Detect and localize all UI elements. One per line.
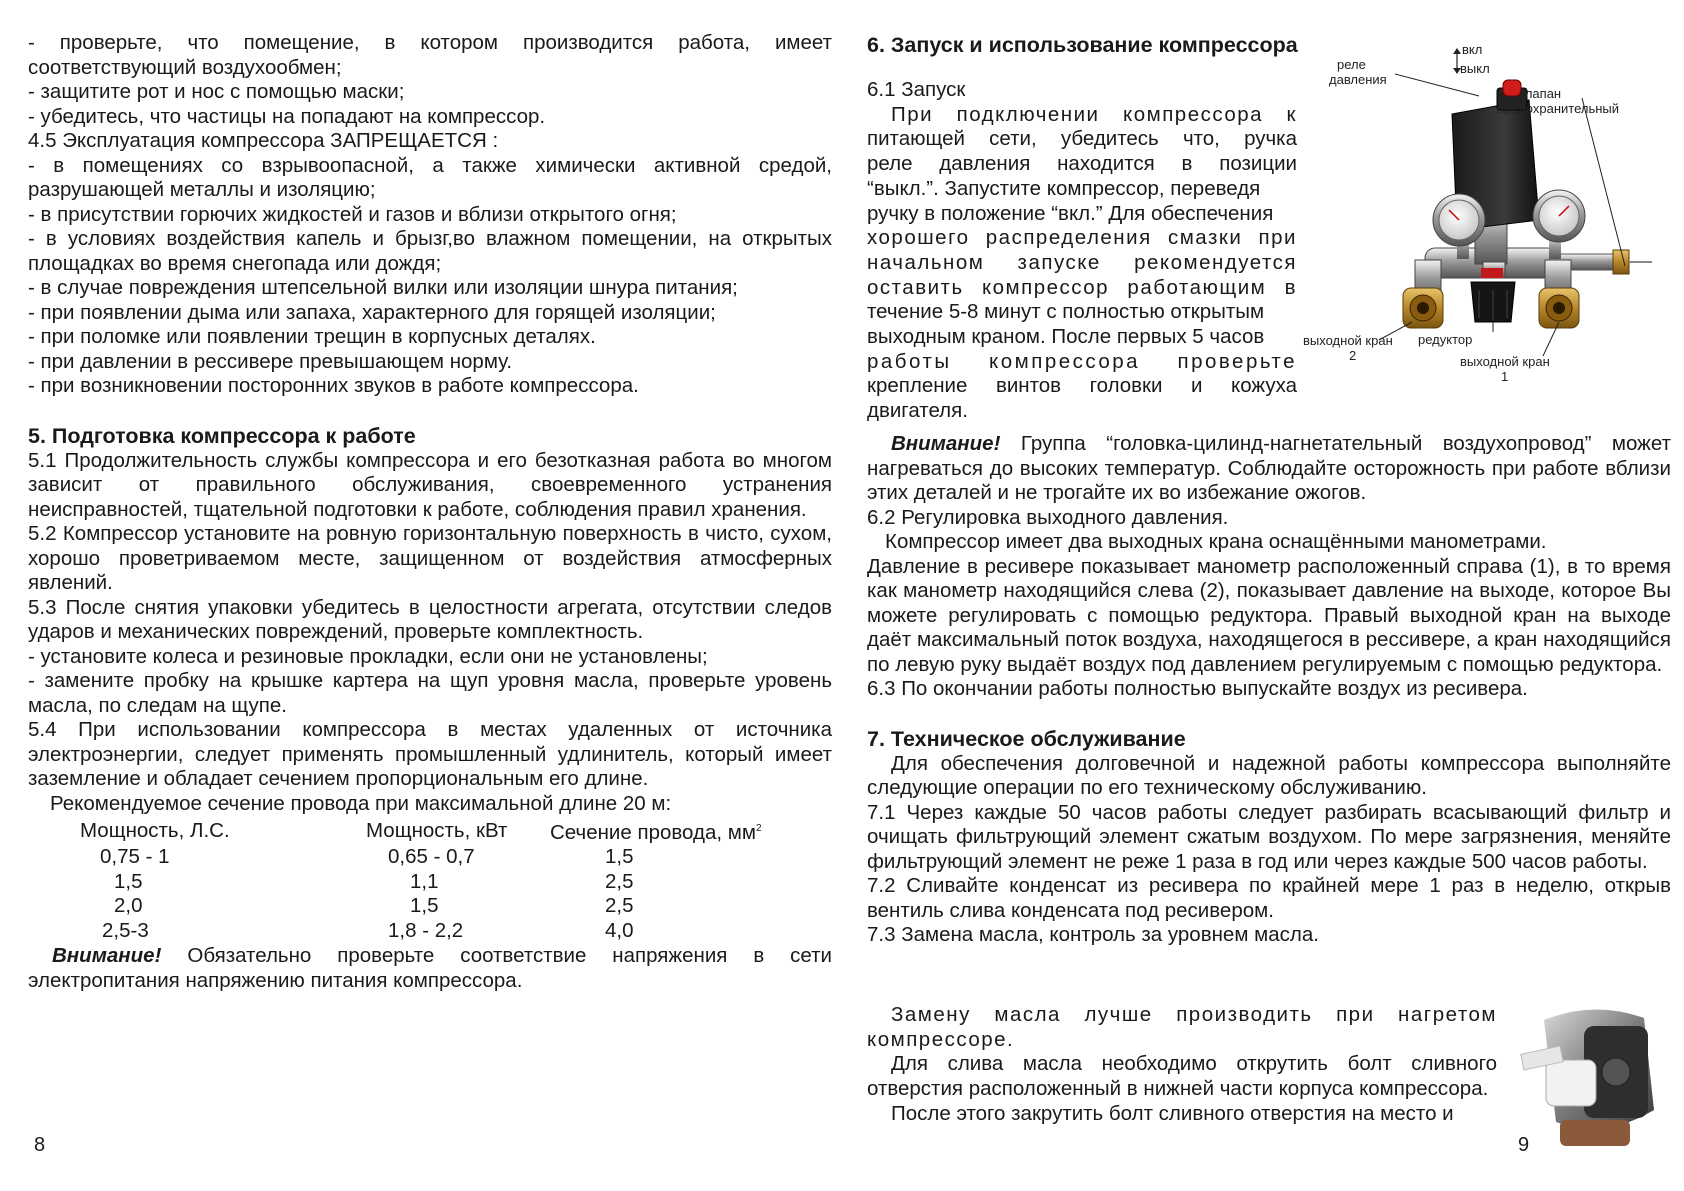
section-6-heading: 6. Запуск и использование компрессора (867, 33, 1298, 57)
text-line: начальном запуске рекомендуется (867, 250, 1297, 274)
s6-1-title: 6.1 Запуск (867, 78, 966, 101)
text-line: реле давления находится в позиции (867, 152, 1297, 176)
para-5-1: 5.1 Продолжительность службы компрессора и его безотказная работа во многом зависит от правильного обслуживания, своевременного устранения неисправностей, тщательной подготовки к работе, соблюдения правил хранения. (28, 448, 832, 521)
s7-2: 7.2 Сливайте конденсат из ресивера по крайней мере 1 раз в неделю, открыв вентиль слива конденсата под ресивером. (867, 874, 1671, 922)
table-header-row (80, 817, 790, 845)
wire-table (80, 817, 790, 943)
s45-item: - в случае повреждения штепсельной вилки или изоляции шнура питания; (28, 276, 738, 299)
para-mask: - защитите рот и нос с помощью маски; (28, 80, 405, 103)
compressor-photo (1504, 990, 1664, 1150)
s7-3a: Замену масла лучше производить при нагретом компрессоре. (867, 1003, 1497, 1051)
text-line: ручку в положение “вкл.” Для обеспечения (867, 201, 1274, 225)
s45-item: - в присутствии горючих жидкостей и газов и вблизи открытого огня; (28, 202, 677, 226)
warning-label: Внимание! (891, 432, 1001, 455)
s6-2-intro: Компрессор имеет два выходных крана оснащёнными манометрами. (885, 530, 1547, 553)
table-cell: 4,0 (605, 918, 634, 942)
s45-title: 4.5 Эксплуатация компрессора ЗАПРЕЩАЕТСЯ : (28, 129, 499, 152)
table-cell: 2,0 (114, 894, 143, 918)
s45-item: - в условиях воздействия капель и брызг,во влажном помещении, на открытых площадках во время снегопада или дождя; (28, 227, 832, 275)
right-page (842, 0, 1684, 1191)
para-5-3a: - установите колеса и резиновые прокладки, если они не установлены; (28, 644, 708, 668)
para-ventilation: - проверьте, что помещение, в котором производится работа, имеет соответствующий воздухообмен; (28, 31, 832, 79)
para-5-2: 5.2 Компрессор установите на ровную горизонтальную поверхность в чисто, сухом, хорошо проветриваемом месте, защищенном от воздействия атмосферных явлений. (28, 522, 832, 594)
text-line: питающей сети, убедитесь что, ручка (867, 127, 1297, 151)
label-outlet-1-num: 1 (1501, 369, 1509, 384)
table-cell: 0,75 - 1 (100, 845, 170, 869)
section-6-1 (867, 78, 1297, 424)
text-line: работы компрессора проверьте (867, 349, 1297, 373)
table-header: Сечение провода, $мм^2$ (550, 820, 762, 844)
s6-2-text: Давление в ресивере показывает манометр расположенный справа (1), в то время как манометр находящийся слева (2), показывает давление на выходе, которое Вы можете регулировать с помощью редуктора. Правый выходной кран на выходе даёт максимальный поток воздуха, находящегося в рессивере, а кран находящийся по левую руку выдаёт воздух под давлением регулируемым с помощью редуктора. (867, 554, 1671, 676)
table-cell: 2,5-3 (102, 918, 149, 942)
page-number-left: 8 (34, 1134, 46, 1156)
table-cell: 1,8 - 2,2 (388, 918, 464, 942)
sections-6-7 (867, 432, 1671, 948)
s45-item: - при давлении в рессивере превышающем норму. (28, 349, 513, 373)
section-7-heading: 7. Техническое обслуживание (867, 726, 1186, 751)
table-cell: 1,1 (410, 869, 439, 893)
para-5-4: 5.4 При использовании компрессора в местах удаленных от источника электроэнергии, следует применять промышленный удлинитель, который имеет заземление и обладает сечением пропорциональным его длине. (28, 718, 832, 790)
s7-intro: Для обеспечения долговечной и надежной работы компрессора выполняйте следующие операции по его техническому обслуживанию. (867, 751, 1671, 799)
s45-item: - в помещениях со взрывоопасной, а также химически активной средой, разрушающей металлы и изоляцию; (28, 153, 832, 201)
s7-3c: После этого закрутить болт сливного отверстия на место и (891, 1101, 1454, 1125)
text-line: крепление винтов головки и кожуха (867, 374, 1297, 398)
s6-2-title: 6.2 Регулировка выходного давления. (867, 505, 1229, 529)
table-cell: 1,5 (410, 894, 439, 918)
label-reducer: редуктор (1418, 332, 1473, 347)
warning-hot-parts: Внимание! Группа “головка-цилинд-нагнетательный воздухопровод” может нагреваться до высоких температур. Соблюдайте осторожность при работе вблизи этих деталей и не трогайте их во избежание ожогов. (867, 432, 1671, 504)
text-line: хорошего распределения смазки при (867, 226, 1297, 250)
label-outlet-2-num: 2 (1349, 348, 1357, 363)
label-outlet-2: выходной кран (1303, 333, 1393, 348)
label-relay-2: давления (1329, 72, 1387, 87)
para-5-3: 5.3 После снятия упаковки убедитесь в целостности агрегата, отсутствии следов ударов и механических повреждений, проверьте комплектность. (28, 595, 832, 643)
text-line: оставить компрессор работающим в (867, 275, 1297, 299)
text-line: При подключении компрессора к (891, 102, 1297, 126)
text-line: двигателя. (867, 399, 968, 423)
s45-item: - при поломке или появлении трещин в корпусных деталях. (28, 325, 596, 348)
s7-3b: Для слива масла необходимо открутить болт сливного отверстия расположенный в нижней части корпуса компрессора. (867, 1052, 1497, 1101)
table-cell: 1,5 (114, 869, 143, 893)
text-line: выходным краном. После первых 5 часов (867, 325, 1265, 349)
label-outlet-1: выходной кран (1460, 354, 1550, 369)
label-off: выкл (1460, 61, 1490, 76)
page-number-right: 9 (1518, 1134, 1530, 1156)
pressure-switch-figure (1303, 40, 1667, 412)
label-valve-1: клапан (1519, 86, 1562, 101)
table-header: Мощность, Л.С. (80, 818, 230, 842)
s45-item: - при возникновении посторонних звуков в работе компрессора. (28, 374, 639, 397)
para-5-3b: - замените пробку на крышке картера на щуп уровня масла, проверьте уровень масла, по следам на щупе. (28, 669, 832, 717)
oil-change-text (867, 1003, 1497, 1127)
s7-3: 7.3 Замена масла, контроль за уровнем масла. (867, 923, 1319, 946)
table-cell: 1,5 (605, 845, 634, 869)
left-column (28, 31, 832, 993)
para-particles: - убедитесь, что частицы на попадают на компрессор. (28, 104, 546, 128)
note-voltage: Внимание! Обязательно проверьте соответствие напряжения в сети электропитания напряжению питания компрессора. (28, 944, 832, 992)
note-label: Внимание! (52, 944, 162, 968)
text-line: течение 5-8 минут с полностью открытым (867, 300, 1265, 324)
s45-item: - при появлении дыма или запаха, характерного для горящей изоляции; (28, 300, 716, 324)
section-5-heading: 5. Подготовка компрессора к работе (28, 423, 416, 448)
table-row (80, 919, 790, 944)
label-relay-1: реле (1337, 57, 1366, 72)
s6-3: 6.3 По окончании работы полностью выпускайте воздух из ресивера. (867, 677, 1528, 700)
table-row (80, 870, 790, 895)
table-intro: Рекомендуемое сечение провода при максимальной длине 20 м: (50, 791, 672, 815)
superscript: 2 (755, 823, 762, 834)
table-header: Мощность, кВт (366, 818, 508, 842)
s7-1: 7.1 Через каждые 50 часов работы следует разбирать всасывающий фильтр и очищать фильтрующий элемент сжатым воздухом. По мере загрязнения, меняйте фильтрующий элемент не реже 1 раза в год или через каждые 500 часов работы. (867, 800, 1671, 873)
table-row (80, 845, 790, 870)
text-line: “выкл.”. Запустите компрессор, переведя (867, 176, 1261, 200)
table-cell: 2,5 (605, 869, 634, 893)
compressor-illustration (1504, 990, 1664, 1150)
table-cell: 0,65 - 0,7 (388, 845, 475, 869)
label-valve-2: предохранительный (1497, 101, 1620, 116)
table-cell: 2,5 (605, 894, 634, 918)
label-on: вкл (1462, 42, 1483, 57)
table-row (80, 894, 790, 919)
